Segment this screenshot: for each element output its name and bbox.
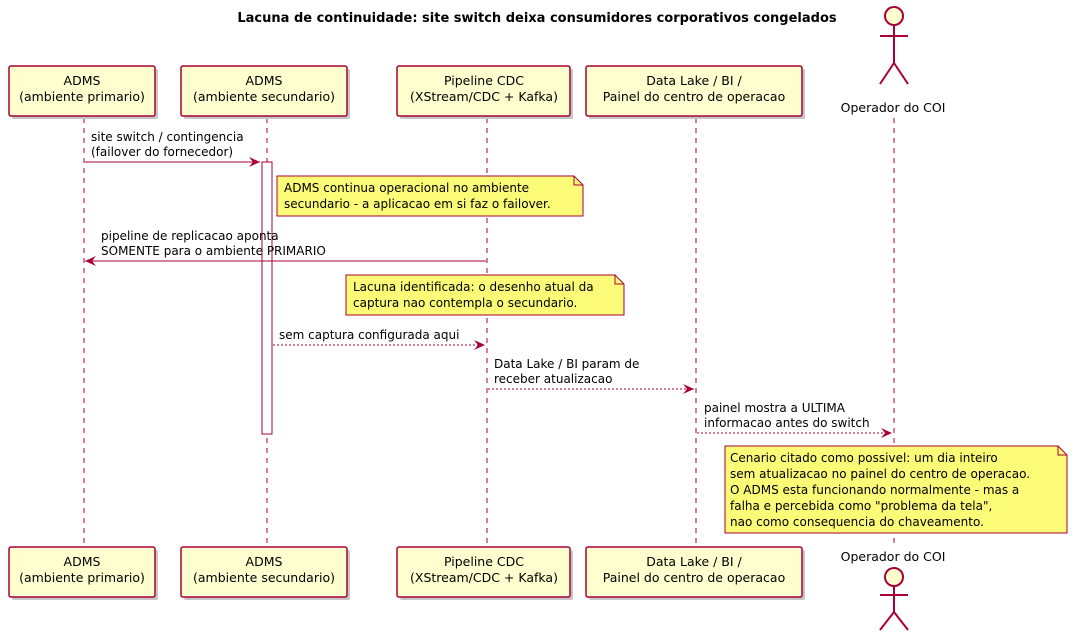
message-data-lake-param [488, 357, 694, 389]
actor-icon [880, 7, 908, 84]
participant-label: (ambiente secundario) [193, 89, 335, 104]
participant-label: Pipeline CDC [444, 554, 524, 569]
note-text: nao como consequencia do chaveamento. [730, 515, 984, 529]
participant-data-lake-top [586, 66, 805, 119]
activation-bar-adms-secundario [262, 162, 272, 434]
participant-label: (ambiente secundario) [193, 570, 335, 585]
actor-icon [880, 568, 908, 630]
note-adms-operacional [277, 176, 583, 216]
message-label: SOMENTE para o ambiente PRIMARIO [101, 244, 326, 258]
participant-label: (XStream/CDC + Kafka) [410, 570, 558, 585]
note-text: O ADMS esta funcionando normalmente - mas a [730, 483, 1020, 497]
participant-label: Operador do COI [840, 549, 946, 564]
note-text: Lacuna identificada: o desenho atual da [353, 280, 594, 294]
message-pipeline-primario [85, 229, 486, 261]
participant-adms-secundario-bottom [181, 547, 350, 600]
message-label: sem captura configurada aqui [279, 328, 460, 342]
participant-label: Data Lake / BI / [646, 73, 742, 88]
note-text: Cenario citado como possivel: um dia inteiro [730, 451, 998, 465]
participant-label: Painel do centro de operacao [602, 89, 786, 104]
message-sem-captura [273, 328, 485, 345]
participant-adms-primario-bottom [9, 547, 158, 600]
participant-label: (XStream/CDC + Kafka) [410, 89, 558, 104]
participant-label: ADMS [245, 554, 283, 569]
note-text: falha e percebida como "problema da tela", [730, 499, 993, 513]
participant-data-lake-bottom [586, 547, 805, 600]
participant-adms-primario-top [9, 66, 158, 119]
participant-label: ADMS [245, 73, 283, 88]
participant-label: Pipeline CDC [444, 73, 524, 88]
participant-label: (ambiente primario) [19, 570, 145, 585]
note-text: captura nao contempla o secundario. [353, 296, 578, 310]
message-label: (failover do fornecedor) [91, 145, 234, 159]
note-cenario-citado [725, 446, 1067, 533]
participant-adms-secundario-top [181, 66, 350, 119]
message-label: Data Lake / BI param de [494, 357, 640, 371]
message-painel-ultima [697, 401, 892, 433]
message-site-switch [85, 130, 260, 162]
message-label: informacao antes do switch [704, 416, 870, 430]
participant-pipeline-cdc-bottom [397, 547, 573, 600]
message-label: pipeline de replicacao aponta [101, 229, 279, 243]
note-text: secundario - a aplicacao em si faz o failover. [284, 197, 551, 211]
note-text: ADMS continua operacional no ambiente [284, 181, 530, 195]
message-label: receber atualizacao [494, 372, 613, 386]
participant-label: Painel do centro de operacao [602, 570, 786, 585]
actor-operador-top [841, 7, 946, 115]
message-label: site switch / contingencia [91, 130, 244, 144]
diagram-title: Lacuna de continuidade: site switch deixa consumidores corporativos congelados [237, 11, 837, 26]
note-text: sem atualizacao no painel do centro de operacao. [730, 467, 1031, 481]
participant-label: Operador do COI [840, 100, 946, 115]
participant-label: ADMS [63, 73, 101, 88]
participant-label: Data Lake / BI / [646, 554, 742, 569]
participant-label: ADMS [63, 554, 101, 569]
actor-operador-bottom [841, 549, 946, 630]
participant-pipeline-cdc-top [397, 66, 573, 119]
message-label: painel mostra a ULTIMA [704, 401, 845, 415]
note-lacuna-identificada [346, 275, 624, 315]
participant-label: (ambiente primario) [19, 89, 145, 104]
